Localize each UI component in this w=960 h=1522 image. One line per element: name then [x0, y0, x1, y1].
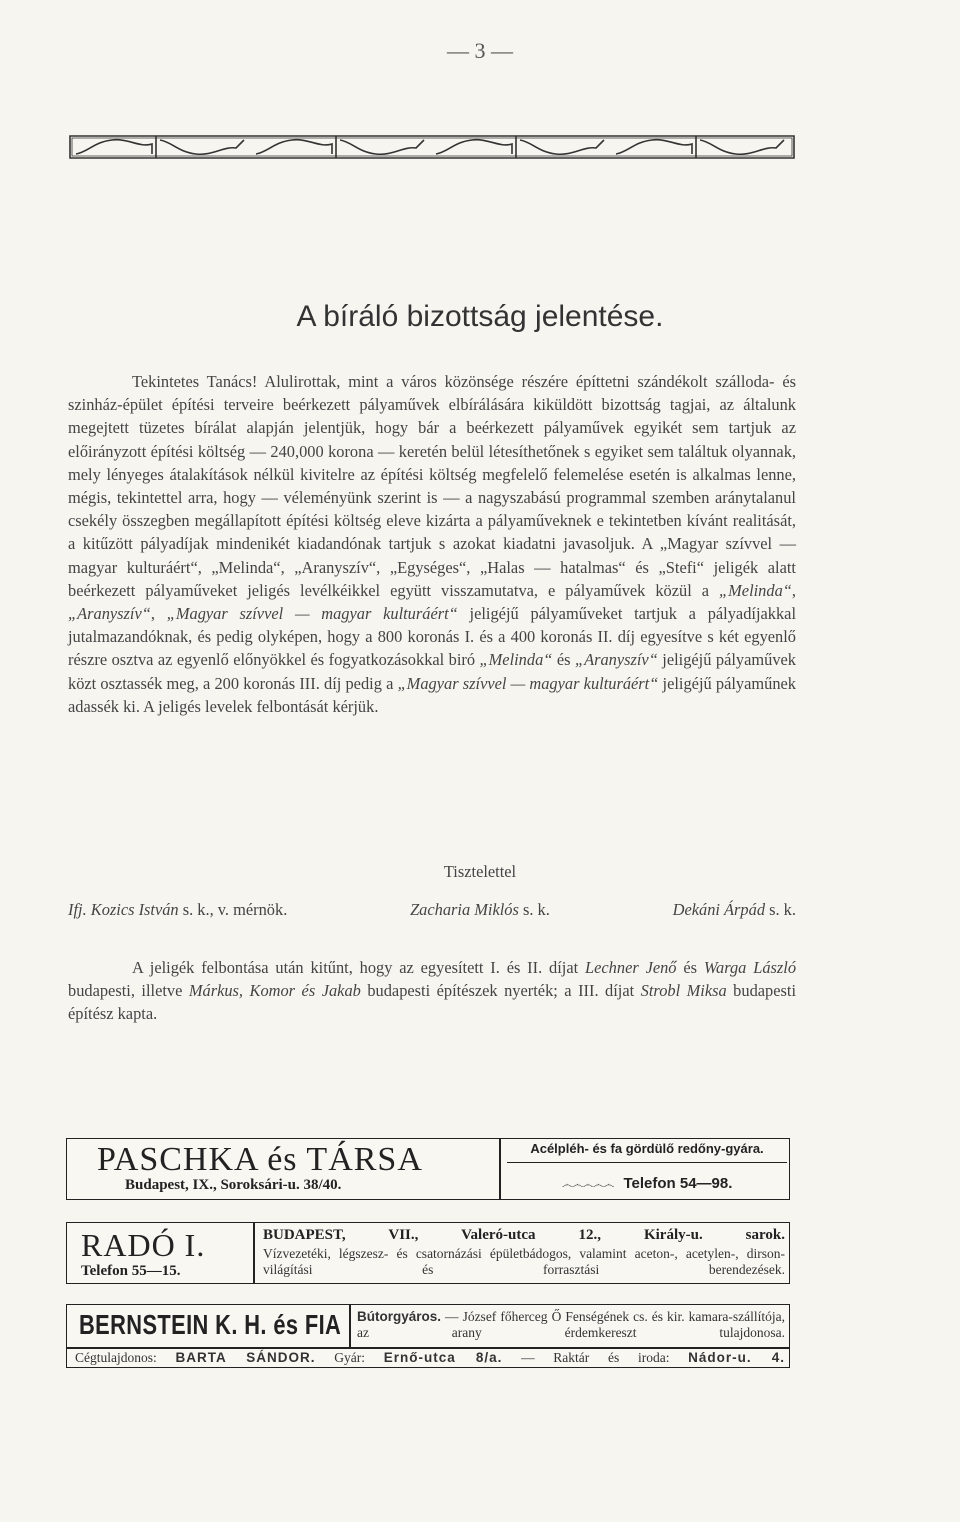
ad-description: Bútorgyáros. — József főherceg Ő Fenségének cs. és kir. kamara-szállítója, az arany érdemkereszt tulajdonosa.	[357, 1309, 785, 1340]
motto-magyar: „Magyar szívvel — magyar kulturáért“	[166, 604, 458, 624]
winner-name: Márkus, Komor és Jakab	[188, 981, 361, 1001]
ad-phone: ෴෴෴෴෴ Telefon 54—98.	[561, 1175, 733, 1192]
motto-magyar: „Magyar szívvel — magyar kulturáért“	[397, 673, 659, 693]
ad-brand: PASCHKA és TÁRSA	[97, 1141, 423, 1178]
motto-melinda: „Melinda“	[719, 580, 792, 600]
ad-description: Vízvezetéki, légszesz- és csatornázási épületbádogos, valamint aceton-, acetylen-, dirson- világítási és forrasztási berendezések.	[263, 1246, 785, 1277]
winner-name: Lechner Jenő	[585, 958, 677, 977]
motto-aranysziv: „Aranyszív“	[574, 650, 658, 670]
ad-address: BUDAPEST, VII., Valeró-utca 12., Király-u. sarok.	[263, 1227, 785, 1243]
decorative-border-ornament	[68, 126, 796, 166]
motto-aranysziv: „Aranyszív“	[68, 604, 151, 624]
signatures	[68, 900, 796, 920]
ad-phone: Telefon 55—15.	[81, 1263, 181, 1279]
motto-melinda: „Melinda“	[479, 650, 553, 670]
divider	[499, 1139, 501, 1199]
ad-bernstein	[66, 1304, 790, 1368]
ad-paschka	[66, 1138, 790, 1200]
divider	[253, 1223, 255, 1283]
winner-name: Warga László	[703, 958, 797, 977]
ad-owner-line: Cégtulajdonos: BARTA SÁNDOR. Gyár: Ernő-utca 8/a. — Raktár és iroda: Nádor-u. 4.	[75, 1350, 786, 1365]
divider	[67, 1347, 789, 1349]
page-title: A bíráló bizottság jelentése.	[296, 300, 664, 333]
ad-brand: BERNSTEIN K. H. és FIA	[79, 1309, 342, 1340]
closing-salutation: Tisztelettel	[443, 862, 517, 881]
signature: Ifj. Kozics István s. k., v. mérnök.	[68, 900, 288, 919]
page-number: — 3 —	[447, 38, 513, 63]
report-paragraph: Tekintetes Tanács! Alulirottak, mint a város közönsége részére építtetni szándékolt szálloda- és szinház-épület építési terveire beérkezett pályaművek elbírálására kiküldött bizottság tagjai, az általunk megejtett tüzetes bírálat alapján jelentjük, hogy bár a beérkezett pályaművek egyikét sem tartjuk az előirányzott építési költség — 240,000 korona — keretén belül létesíthetőnek s egyiket sem találtuk olyannak, mely lényeges átalakítások nélkül kivitelre az építési költség megfelelő felemelése esetén is alkalmas lenne, mégis, tekintettel arra, hogy — véleményünk szerint is — a nagyszabású programmal szemben aránytalanul csekély összegben megállapított építési költség eleve kizárta a pályaműveknek e tekintetben kívánt realitását, a kitűzött pályadíjak mindenikét kiadandónak tartjuk s azokat kiadatni javasoljuk. A „Magyar szívvel — magyar kulturáért“, „Melinda“, „Aranyszív“, „Egységes“, „Halas — hatalmas“ és „Stefi“ jeligék alatt beérkezett pályaműveket jeligés levélkéikkel együtt visszamutatva, e pályaművek közül a „Melinda“, „Aranyszív“, „Magyar szívvel — magyar kulturáért“ jeligéjű pályaműveket tartjuk a pályadíjakkal jutalmazandóknak, és pedig olyképen, hogy a 800 koronás I. és a 400 koronás II. díj egyesítve s két egyenlő részre osztva az egyenlő előnyökkel és fogyatkozásokkal biró „Melinda“ és „Aranyszív“ jeligéjű pályaművek közt osztassék meg, a 200 koronás III. díj pedig a „Magyar szívvel — magyar kulturáért“ jeligéjű pályaműnek adassék ki. A jeligés levelek felbontását kérjük.	[68, 372, 797, 716]
divider	[349, 1305, 351, 1347]
greeting: Tekintetes Tanács!	[132, 372, 258, 391]
report-body	[68, 370, 796, 718]
results-paragraph: A jeligék felbontása után kitűnt, hogy az egyesített I. és II. díjat Lechner Jenő és Warga László budapesti, illetve Márkus, Komor és Jakab budapesti építészek nyerték; a III. díjat Strobl Miksa budapesti építész kapta.	[68, 958, 797, 1024]
ornament-icon: ෴෴෴෴෴	[561, 1177, 614, 1191]
ad-address: Budapest, IX., Soroksári-u. 38/40.	[125, 1177, 342, 1193]
signature: Zacharia Miklós s. k.	[410, 900, 550, 919]
ad-tagline: Acélpléh- és fa gördülő redőny-gyára.	[507, 1141, 787, 1163]
winner-name: Strobl Miksa	[640, 981, 727, 1001]
ad-brand: RADÓ I.	[81, 1227, 206, 1263]
ad-rado	[66, 1222, 790, 1284]
signature: Dekáni Árpád s. k.	[672, 900, 796, 919]
